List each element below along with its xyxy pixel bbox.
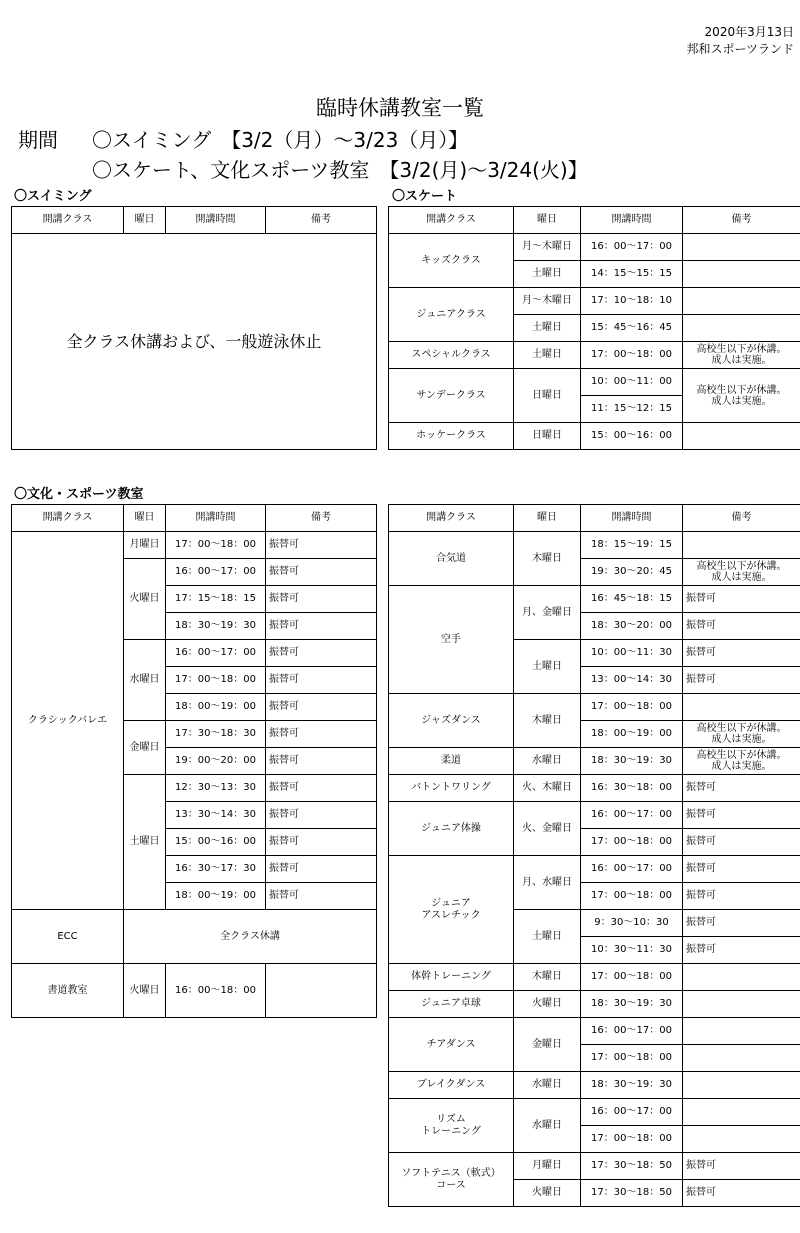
day: 火、木曜日 — [514, 775, 581, 802]
col-note: 備考 — [266, 505, 377, 532]
time: 18：30～19：30 — [581, 991, 683, 1018]
time: 17：00～18：00 — [581, 342, 683, 369]
day: 金曜日 — [514, 1018, 581, 1072]
page-title: 臨時休講教室一覧 — [316, 96, 484, 120]
note: 振替可 — [683, 1153, 800, 1180]
note: 振替可 — [266, 586, 377, 613]
table-row — [389, 694, 800, 721]
note: 振替可 — [683, 910, 800, 937]
time: 12：30～13：30 — [166, 775, 266, 802]
note: 振替可 — [683, 640, 800, 667]
col-class: 開講クラス — [389, 207, 514, 234]
note — [683, 342, 800, 369]
table-header — [12, 505, 377, 532]
class-name-line: トレーニング — [421, 1125, 481, 1137]
table-row — [389, 802, 800, 829]
day: 火曜日 — [514, 991, 581, 1018]
note-line: 成人は実施。 — [711, 572, 772, 583]
note — [683, 1126, 800, 1153]
note: 振替可 — [683, 856, 800, 883]
class-name: 空手 — [389, 586, 514, 694]
time: 18：00～19：00 — [581, 721, 683, 748]
swimming-table — [11, 206, 377, 450]
class-name-line: リズム — [436, 1113, 466, 1125]
time: 17：10～18：10 — [581, 288, 683, 315]
note: 振替可 — [683, 802, 800, 829]
swimming-closure-message: 全クラス休講および、一般遊泳休止 — [12, 234, 377, 450]
time: 18：00～19：00 — [166, 883, 266, 910]
time: 17：00～18：00 — [581, 1126, 683, 1153]
class-name: クラシックバレエ — [12, 532, 124, 910]
table-header — [12, 207, 377, 234]
note: 振替可 — [683, 829, 800, 856]
note — [683, 748, 800, 775]
note — [683, 991, 800, 1018]
table-row — [12, 964, 377, 1018]
class-name: バトントワリング — [389, 775, 514, 802]
section-culture: 〇文化・スポーツ教室 — [14, 487, 144, 502]
table-row — [389, 856, 800, 883]
day: 月～木曜日 — [514, 288, 581, 315]
day: 土曜日 — [514, 261, 581, 288]
time: 18：00～19：00 — [166, 694, 266, 721]
day: 土曜日 — [514, 640, 581, 694]
note — [683, 532, 800, 559]
col-class: 開講クラス — [12, 505, 124, 532]
class-name — [389, 1153, 514, 1207]
time: 17：30～18：50 — [581, 1153, 683, 1180]
table-row — [389, 423, 800, 450]
time: 13：30～14：30 — [166, 802, 266, 829]
note: 振替可 — [683, 1180, 800, 1207]
day: 日曜日 — [514, 369, 581, 423]
note-line: 高校生以下が休講。 — [696, 344, 787, 355]
note — [683, 1018, 800, 1045]
table-row — [389, 1018, 800, 1045]
time: 14：15～15：15 — [581, 261, 683, 288]
time: 16：00～17：00 — [166, 640, 266, 667]
section-swimming: 〇スイミング — [14, 189, 92, 204]
day: 月、金曜日 — [514, 586, 581, 640]
time: 17：00～18：00 — [166, 532, 266, 559]
time: 17：00～18：00 — [581, 883, 683, 910]
skate-table — [388, 206, 800, 450]
table-row — [389, 369, 800, 396]
time: 19：30～20：45 — [581, 559, 683, 586]
class-name — [389, 856, 514, 964]
class-name-line: ソフトテニス（軟式） — [401, 1167, 501, 1179]
note: 振替可 — [266, 856, 377, 883]
period-skate-culture: 〇スケート、文化スポーツ教室 【3/2(月)～3/24(火)】 — [92, 158, 588, 182]
note — [683, 315, 800, 342]
time: 16：00～17：00 — [581, 1099, 683, 1126]
day: 木曜日 — [514, 532, 581, 586]
time: 16：00～17：00 — [581, 802, 683, 829]
time: 18：30～19：30 — [581, 748, 683, 775]
period-label: 期間 — [18, 128, 58, 152]
time: 16：00～17：00 — [581, 234, 683, 261]
day: 土曜日 — [514, 315, 581, 342]
time: 10：00～11：00 — [581, 369, 683, 396]
class-name-line: ジュニア — [431, 897, 471, 909]
col-time: 開講時間 — [166, 505, 266, 532]
day: 火、金曜日 — [514, 802, 581, 856]
col-note: 備考 — [683, 505, 800, 532]
day: 水曜日 — [124, 640, 166, 721]
time: 16：00～17：00 — [166, 559, 266, 586]
time: 18：30～19：30 — [166, 613, 266, 640]
day: 月～木曜日 — [514, 234, 581, 261]
col-day: 曜日 — [514, 207, 581, 234]
time: 17：00～18：00 — [581, 964, 683, 991]
day: 金曜日 — [124, 721, 166, 775]
ecc-message: 全クラス休講 — [124, 910, 377, 964]
table-row — [389, 964, 800, 991]
note: 振替可 — [266, 829, 377, 856]
time: 16：00～17：00 — [581, 856, 683, 883]
class-name: 体幹トレーニング — [389, 964, 514, 991]
day: 水曜日 — [514, 1072, 581, 1099]
class-name: キッズクラス — [389, 234, 514, 288]
note: 振替可 — [266, 775, 377, 802]
class-name: ジュニアクラス — [389, 288, 514, 342]
table-row — [389, 342, 800, 369]
class-name: ホッケークラス — [389, 423, 514, 450]
time: 9：30～10：30 — [581, 910, 683, 937]
col-time: 開講時間 — [581, 505, 683, 532]
col-class: 開講クラス — [12, 207, 124, 234]
note — [683, 369, 800, 423]
day: 土曜日 — [514, 342, 581, 369]
time: 15：45～16：45 — [581, 315, 683, 342]
class-name: 柔道 — [389, 748, 514, 775]
class-name: スペシャルクラス — [389, 342, 514, 369]
time: 19：00～20：00 — [166, 748, 266, 775]
time: 17：15～18：15 — [166, 586, 266, 613]
col-day: 曜日 — [514, 505, 581, 532]
class-name: 合気道 — [389, 532, 514, 586]
table-row — [389, 1072, 800, 1099]
time: 10：30～11：30 — [581, 937, 683, 964]
note — [683, 1045, 800, 1072]
note — [683, 234, 800, 261]
issue-date: 2020年3月13日 — [704, 25, 794, 39]
class-name: 書道教室 — [12, 964, 124, 1018]
day: 木曜日 — [514, 964, 581, 991]
day: 月曜日 — [514, 1153, 581, 1180]
class-name-line: コース — [436, 1179, 466, 1191]
day: 月曜日 — [124, 532, 166, 559]
day: 木曜日 — [514, 694, 581, 748]
note — [683, 288, 800, 315]
note-line: 高校生以下が休講。 — [696, 750, 787, 761]
note — [683, 1099, 800, 1126]
class-name: ジャズダンス — [389, 694, 514, 748]
table-row — [389, 748, 800, 775]
note — [266, 964, 377, 1018]
section-skate: 〇スケート — [392, 189, 458, 204]
note — [683, 964, 800, 991]
note: 振替可 — [683, 586, 800, 613]
table-row — [12, 910, 377, 964]
note: 振替可 — [683, 613, 800, 640]
class-name-line: アスレチック — [421, 909, 481, 921]
note-line: 高校生以下が休講。 — [696, 561, 787, 572]
note-line: 成人は実施。 — [711, 761, 772, 772]
note: 振替可 — [266, 640, 377, 667]
table-row — [12, 234, 377, 450]
time: 17：00～18：00 — [166, 667, 266, 694]
note: 振替可 — [266, 667, 377, 694]
time: 16：30～18：00 — [581, 775, 683, 802]
note — [683, 721, 800, 748]
day: 火曜日 — [514, 1180, 581, 1207]
note: 振替可 — [266, 748, 377, 775]
note — [683, 1072, 800, 1099]
time: 17：30～18：50 — [581, 1180, 683, 1207]
time: 16：30～17：30 — [166, 856, 266, 883]
col-note: 備考 — [266, 207, 377, 234]
table-row — [389, 234, 800, 261]
col-note: 備考 — [683, 207, 800, 234]
class-name: ジュニア卓球 — [389, 991, 514, 1018]
period-swimming: 〇スイミング 【3/2（月）～3/23（月）】 — [92, 128, 469, 152]
note: 振替可 — [683, 667, 800, 694]
note: 振替可 — [266, 883, 377, 910]
culture-table-left — [11, 504, 377, 1018]
day: 火曜日 — [124, 559, 166, 640]
class-name: ECC — [12, 910, 124, 964]
class-name: ブレイクダンス — [389, 1072, 514, 1099]
time: 18：15～19：15 — [581, 532, 683, 559]
note: 振替可 — [266, 613, 377, 640]
table-row — [389, 1099, 800, 1126]
table-row — [389, 991, 800, 1018]
time: 13：00～14：30 — [581, 667, 683, 694]
note — [683, 423, 800, 450]
day: 土曜日 — [124, 775, 166, 910]
header-info — [686, 24, 794, 58]
day: 日曜日 — [514, 423, 581, 450]
class-name — [389, 1099, 514, 1153]
time: 17：00～18：00 — [581, 1045, 683, 1072]
note — [683, 694, 800, 721]
table-row — [389, 586, 800, 613]
time: 17：30～18：30 — [166, 721, 266, 748]
note-line: 成人は実施。 — [711, 734, 772, 745]
day: 月、水曜日 — [514, 856, 581, 910]
day: 水曜日 — [514, 748, 581, 775]
time: 16：00～18：00 — [166, 964, 266, 1018]
time: 15：00～16：00 — [581, 423, 683, 450]
note: 振替可 — [266, 802, 377, 829]
table-row — [389, 532, 800, 559]
time: 17：00～18：00 — [581, 694, 683, 721]
col-time: 開講時間 — [166, 207, 266, 234]
note: 振替可 — [266, 721, 377, 748]
time: 18：30～19：30 — [581, 1072, 683, 1099]
table-row — [389, 1153, 800, 1180]
time: 18：30～20：00 — [581, 613, 683, 640]
day: 土曜日 — [514, 910, 581, 964]
time: 17：00～18：00 — [581, 829, 683, 856]
culture-table-right — [388, 504, 800, 1207]
class-name: チアダンス — [389, 1018, 514, 1072]
organization: 邦和スポーツランド — [686, 42, 794, 56]
time: 15：00～16：00 — [166, 829, 266, 856]
time: 11：15～12：15 — [581, 396, 683, 423]
class-name: サンデークラス — [389, 369, 514, 423]
table-header — [389, 207, 800, 234]
note: 振替可 — [266, 532, 377, 559]
note: 振替可 — [266, 559, 377, 586]
note — [683, 261, 800, 288]
table-header — [389, 505, 800, 532]
note: 振替可 — [266, 694, 377, 721]
note: 振替可 — [683, 883, 800, 910]
col-time: 開講時間 — [581, 207, 683, 234]
table-row — [12, 532, 377, 559]
note: 振替可 — [683, 937, 800, 964]
time: 16：00～17：00 — [581, 1018, 683, 1045]
table-row — [389, 288, 800, 315]
class-name: ジュニア体操 — [389, 802, 514, 856]
col-class: 開講クラス — [389, 505, 514, 532]
table-row — [389, 775, 800, 802]
time: 10：00～11：30 — [581, 640, 683, 667]
note-line: 高校生以下が休講。 — [696, 384, 787, 396]
day: 水曜日 — [514, 1099, 581, 1153]
note-line: 高校生以下が休講。 — [696, 723, 787, 734]
note-line: 成人は実施。 — [711, 395, 772, 407]
note — [683, 559, 800, 586]
note-line: 成人は実施。 — [711, 355, 772, 366]
col-day: 曜日 — [124, 505, 166, 532]
note: 振替可 — [683, 775, 800, 802]
time: 16：45～18：15 — [581, 586, 683, 613]
col-day: 曜日 — [124, 207, 166, 234]
day: 火曜日 — [124, 964, 166, 1018]
